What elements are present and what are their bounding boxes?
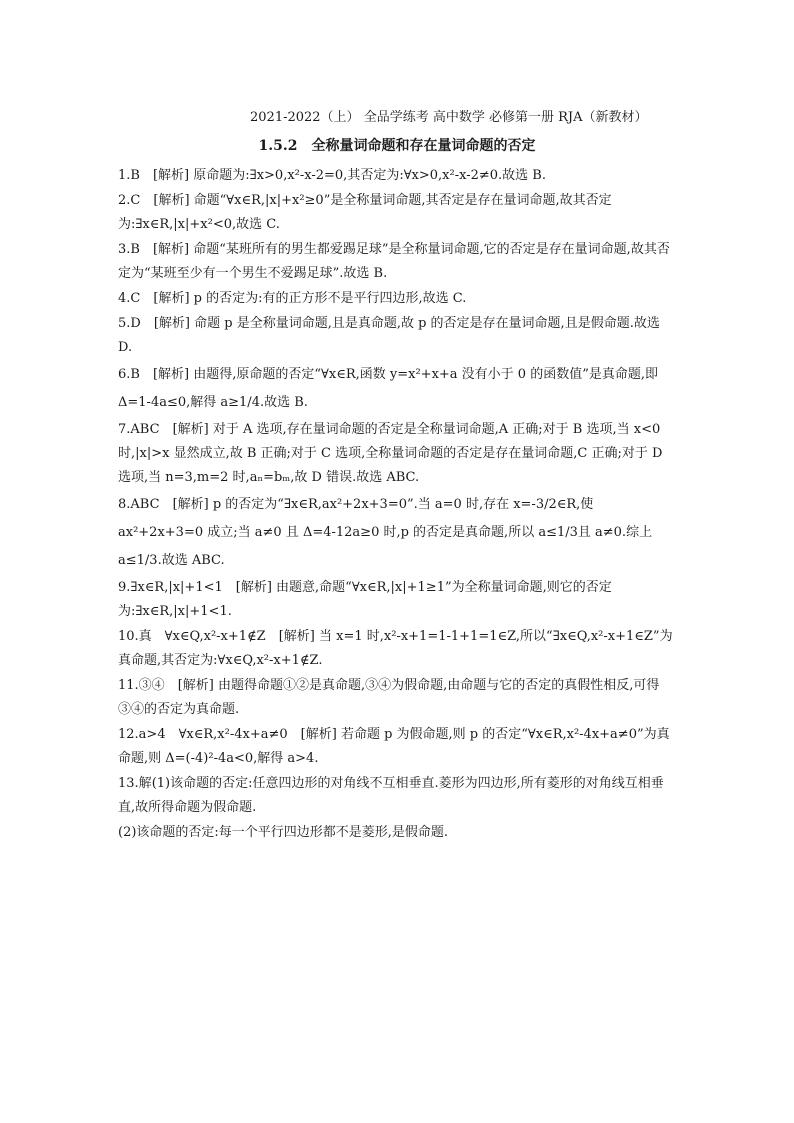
answer-item (118, 772, 678, 820)
answer-item (118, 418, 678, 490)
answer-item (118, 238, 678, 286)
answer-text: [解析] 当 x=1 时,x²-x+1=1-1+1=1∈Z,所以“∃x∈Q,x²-x+1∈Z”为真命题,其否定为:∀x∈Q,x²-x+1∉Z. (118, 629, 673, 668)
answer-label: 11.③④ (118, 678, 165, 693)
answer-item (118, 164, 678, 188)
answer-label: 12.a>4 ∀x∈R,x²-4x+a≠0 (118, 727, 288, 742)
answer-item (118, 491, 678, 575)
answer-item (118, 287, 678, 311)
answer-item (118, 576, 678, 624)
answer-text: [解析] 由题得命题①②是真命题,③④为假命题,由命题与它的否定的真假性相反,可得③④的否定为真命题. (118, 678, 660, 717)
answer-item (118, 723, 678, 771)
answer-text: [解析] 原命题为:∃x>0,x²-x-2=0,其否定为:∀x>0,x²-x-2≠0.故选 B. (152, 168, 546, 183)
answer-item (118, 361, 678, 417)
answer-label: 7.ABC (118, 422, 160, 437)
answer-label: 6.B (118, 367, 140, 382)
answer-text: [解析] 命题 p 是全称量词命题,且是真命题,故 p 的否定是存在量词命题,且是假命题.故选 D. (118, 316, 660, 355)
answer-label: 1.B (118, 168, 140, 183)
answer-text: [解析] p 的否定为“∃x∈R,ax²+2x+3=0”.当 a=0 时,存在 x=-3/2∈R,使 ax²+2x+3=0 成立;当 a≠0 且 Δ=4-12a≥0 时,p 的否定是真命题,所以 a≤1/3且 a≠0.综上 a≤1/3.故选 ABC. (118, 497, 653, 568)
answer-text: (2)该命题的否定:每一个平行四边形都不是菱形,是假命题. (118, 825, 449, 840)
answer-label: 13.解 (118, 776, 152, 791)
answer-label: 9.∃x∈R,|x|+1<1 (118, 580, 223, 595)
answer-text: [解析] 若命题 p 为假命题,则 p 的否定“∀x∈R,x²-4x+a≠0”为真命题,则 Δ=(-4)²-4a<0,解得 a>4. (118, 727, 670, 766)
answer-text: [解析] p 的否定为:有的正方形不是平行四边形,故选 C. (153, 291, 467, 306)
answer-label: 4.C (118, 291, 141, 306)
answer-text: [解析] 由题得,原命题的否定“∀x∈R,函数 y=x²+x+a 没有小于 0 的函数值”是真命题,即 Δ=1-4a≤0,解得 a≥1/4.故选 B. (118, 367, 658, 410)
answer-label: 8.ABC (118, 497, 160, 512)
answer-text: (1)该命题的否定:任意四边形的对角线不互相垂直.菱形为四边形,所有菱形的对角线互相垂直,故所得命题为假命题. (118, 776, 664, 815)
page-header: 2021-2022（上） 全品学练考 高中数学 必修第一册 RJA（新教材） (250, 110, 648, 125)
answer-text: [解析] 由题意,命题“∀x∈R,|x|+1≥1”为全称量词命题,则它的否定为:∃x∈R,|x|+1<1. (118, 580, 612, 619)
answer-item (118, 189, 678, 237)
answer-list (118, 164, 678, 846)
answer-label: 10.真 ∀x∈Q,x²-x+1∉Z (118, 629, 266, 644)
section-title: 1.5.2 全称量词命题和存在量词命题的否定 (258, 138, 536, 154)
answer-text: [解析] 命题“∀x∈R,|x|+x²≥0”是全称量词命题,其否定是存在量词命题,故其否定为:∃x∈R,|x|+x²<0,故选 C. (118, 193, 612, 232)
answer-item (118, 674, 678, 722)
answer-label: 3.B (118, 242, 140, 257)
answer-text: [解析] 命题“某班所有的男生都爱踢足球”是全称量词命题,它的否定是存在量词命题,故其否定为“某班至少有一个男生不爱踢足球”.故选 B. (118, 242, 670, 281)
answer-text: [解析] 对于 A 选项,存在量词命题的否定是全称量词命题,A 正确;对于 B 选项,当 x<0 时,|x|>x 显然成立,故 B 正确;对于 C 选项,全称量词命题的否定是存在量词命题,C 正确;对于 D 选项,当 n=3,m=2 时,aₙ=bₘ,故 D 错误.故选 ABC. (118, 422, 663, 485)
answer-label: 5.D (118, 316, 141, 331)
answer-item (118, 625, 678, 673)
answer-label: 2.C (118, 193, 141, 208)
answer-item (118, 312, 678, 360)
answer-item (118, 821, 678, 845)
